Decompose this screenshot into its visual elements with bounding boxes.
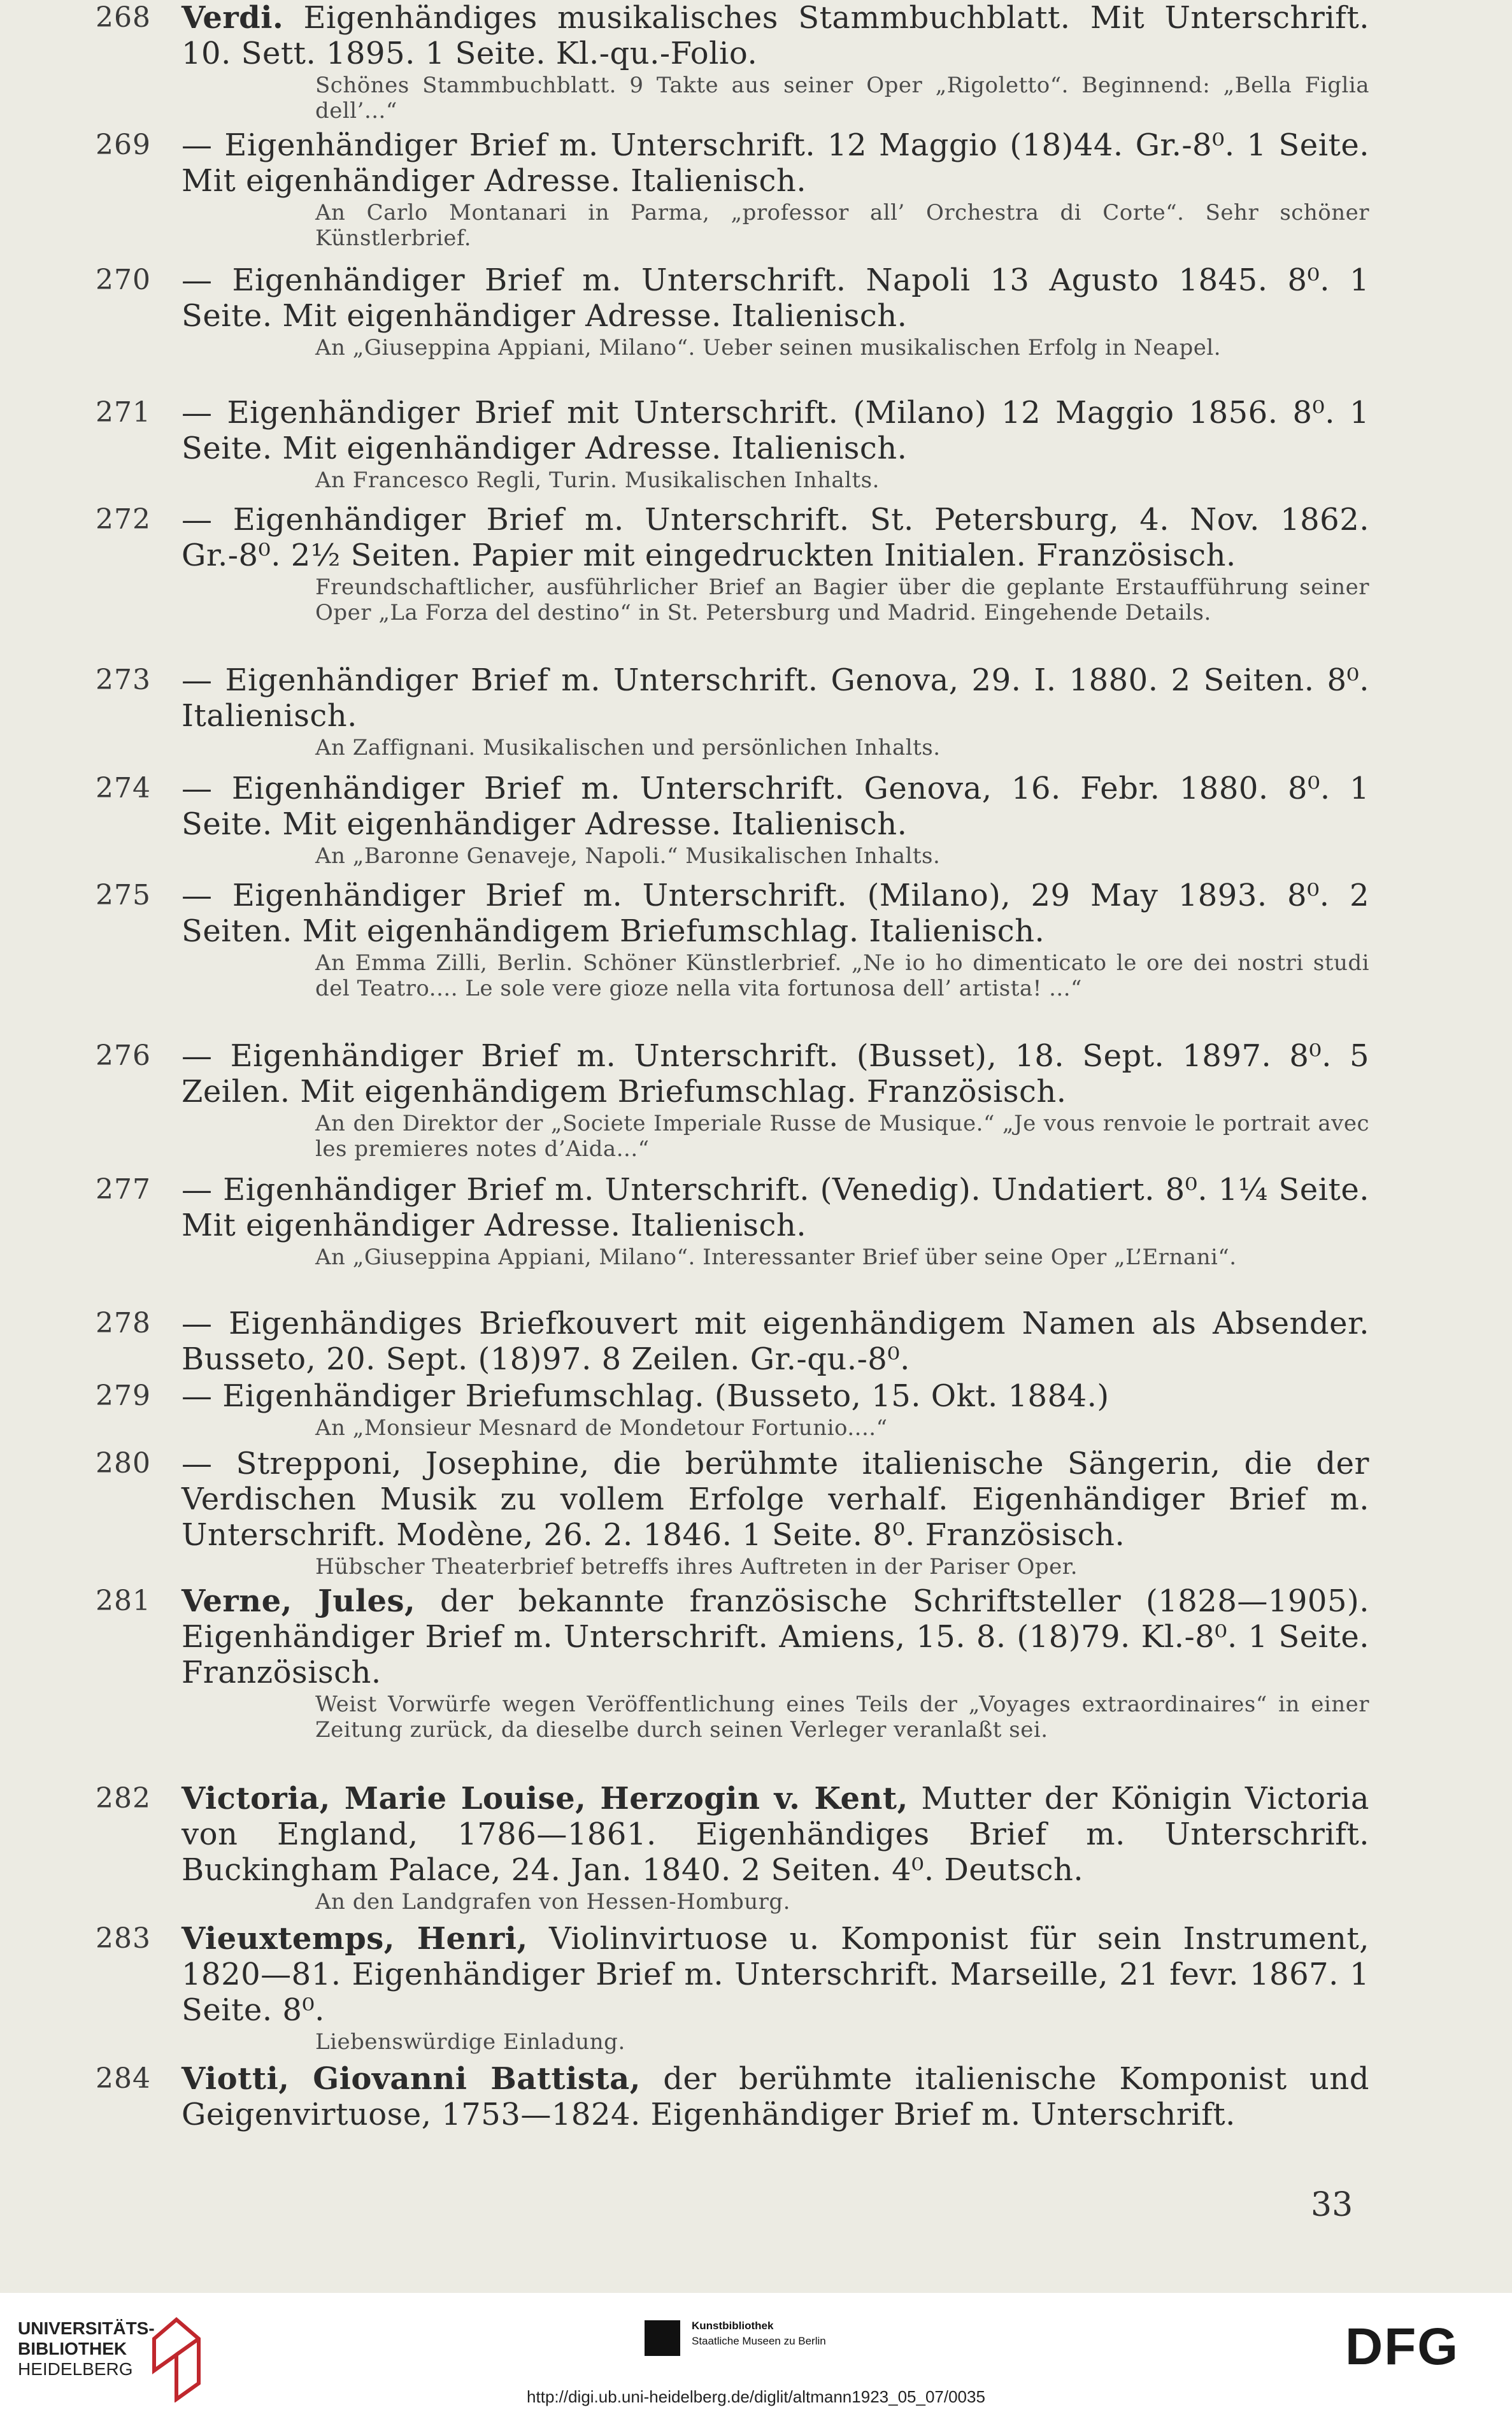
entry-text: — Eigenhändiger Brief m. Unterschrift. 12 Maggio (18)44. Gr.-8⁰. 1 Seite. Mit eigenhändiger Adresse. Italienisch.: [182, 127, 1369, 199]
entry-note: An „Giuseppina Appiani, Milano“. Ueber seinen musikalischen Erfolg in Neapel.: [315, 335, 1222, 360]
entry-text: der bekannte französische Schriftsteller (1828—1905). Eigenhändiger Brief m. Unterschrift. Amiens, 15. 8. (18)79. Kl.-8⁰. 1 Seite. Französisch.: [182, 1583, 1369, 1690]
entry-text: — Eigenhändiger Briefumschlag. (Busseto, 15. Okt. 1884.): [182, 1378, 1109, 1414]
entry-number: 273: [96, 664, 151, 696]
entry-text: — Eigenhändiger Brief m. Unterschrift. (Venedig). Undatiert. 8⁰. 1¼ Seite. Mit eigenhändiger Adresse. Italienisch.: [182, 1172, 1369, 1243]
entry-note: An den Direktor der „Societe Imperiale Russe de Musique.“ „Je vous renvoie le portrait avec les premieres notes d’Aida...“: [315, 1111, 1369, 1162]
dfg-logo: DFG: [1345, 2318, 1460, 2376]
entry-note: Freundschaftlicher, ausführlicher Brief an Bagier über die geplante Erstaufführung seiner Oper „La Forza del destino“ in St. Petersburg und Madrid. Eingehende Details.: [315, 574, 1369, 625]
catalog-entry: [96, 127, 1369, 251]
entry-number: 270: [96, 264, 151, 296]
entry-text: — Eigenhändiger Brief m. Unterschrift. Genova, 29. I. 1880. 2 Seiten. 8⁰. Italienisch.: [182, 662, 1369, 734]
catalog-entry: [96, 1378, 1369, 1441]
entry-text: Eigenhändiges musikalisches Stammbuchblatt. Mit Unterschrift. 10. Sett. 1895. 1 Seite. Kl.-qu.-Folio.: [182, 0, 1369, 71]
entry-note: An „Monsieur Mesnard de Mondetour Fortunio....“: [315, 1415, 888, 1441]
entry-text: — Eigenhändiger Brief m. Unterschrift. (Busset), 18. Sept. 1897. 8⁰. 5 Zeilen. Mit eigenhändigem Briefumschlag. Französisch.: [182, 1038, 1369, 1110]
entry-number: 272: [96, 503, 151, 536]
entry-number: 280: [96, 1447, 151, 1480]
catalog-entry: [96, 1583, 1369, 1743]
entry-note: An Zaffignani. Musikalischen und persönlichen Inhalts.: [315, 735, 941, 760]
entry-text: — Strepponi, Josephine, die berühmte italienische Sängerin, die der Verdischen Musik zu vollem Erfolge verhalf. Eigenhändiger Brief m. Unterschrift. Modène, 26. 2. 1846. 1 Seite. 8⁰. Französisch.: [182, 1446, 1369, 1553]
entry-number: 268: [96, 1, 151, 34]
entry-note: An „Baronne Genaveje, Napoli.“ Musikalischen Inhalts.: [315, 843, 941, 869]
entry-number: 277: [96, 1173, 151, 1206]
entry-note: An Carlo Montanari in Parma, „professor all’ Orchestra di Corte“. Sehr schöner Künstlerbrief.: [315, 200, 1369, 251]
entry-note: An Francesco Regli, Turin. Musikalischen Inhalts.: [315, 467, 880, 493]
entry-note: Weist Vorwürfe wegen Veröffentlichung eines Teils der „Voyages extraordinaires“ in einer Zeitung zurück, da dieselbe durch seinen Verleger veranlaßt sei.: [315, 1692, 1369, 1743]
entry-name: Verdi.: [182, 0, 284, 36]
entry-number: 271: [96, 396, 151, 429]
entry-note: Schönes Stammbuchblatt. 9 Takte aus seiner Oper „Rigoletto“. Beginnend: „Bella Figlia dell’...“: [315, 73, 1369, 124]
entry-name: Verne, Jules,: [182, 1583, 416, 1619]
page-number: 33: [1311, 2186, 1353, 2224]
entry-text: — Eigenhändiger Brief m. Unterschrift. Genova, 16. Febr. 1880. 8⁰. 1 Seite. Mit eigenhändiger Adresse. Italienisch.: [182, 771, 1369, 842]
entry-note: Liebenswürdige Einladung.: [315, 2029, 625, 2055]
catalog-entry: [96, 1446, 1369, 1580]
entry-name: Vieuxtemps, Henri,: [182, 1921, 528, 1957]
catalog-entry: [96, 0, 1369, 124]
entry-text: — Eigenhändiger Brief m. Unterschrift. St. Petersburg, 4. Nov. 1862. Gr.-8⁰. 2½ Seiten. Papier mit eingedruckten Initialen. Französisch.: [182, 502, 1369, 573]
entry-number: 281: [96, 1585, 151, 1617]
entry-text: — Eigenhändiger Brief m. Unterschrift. Napoli 13 Agusto 1845. 8⁰. 1 Seite. Mit eigenhändiger Adresse. Italienisch.: [182, 262, 1369, 334]
entry-number: 284: [96, 2062, 151, 2095]
entry-text: Violinvirtuose u. Komponist für sein Instrument, 1820—81. Eigenhändiger Brief m. Unterschrift. Marseille, 21 fevr. 1867. 1 Seite. 8⁰.: [182, 1921, 1370, 2028]
entry-text: — Eigenhändiges Briefkouvert mit eigenhändigem Namen als Absender. Busseto, 20. Sept. (18)97. 8 Zeilen. Gr.-qu.-8⁰.: [182, 1306, 1369, 1377]
entry-number: 274: [96, 772, 151, 804]
source-url[interactable]: http://digi.ub.uni-heidelberg.de/diglit/altmann1923_05_07/0035: [527, 2387, 985, 2406]
catalog-entry: [96, 1038, 1369, 1162]
entry-number: 269: [96, 129, 151, 161]
entry-name: Viotti, Giovanni Battista,: [182, 2061, 641, 2097]
entry-note: Hübscher Theaterbrief betreffs ihres Auftreten in der Pariser Oper.: [315, 1554, 1078, 1580]
ub-heidelberg-label: UNIVERSITÄTS- BIBLIOTHEK HEIDELBERG: [18, 2318, 155, 2379]
catalog-entry: [96, 502, 1369, 625]
catalog-entry: [96, 1306, 1369, 1377]
catalog-entry: [96, 878, 1369, 1001]
entry-number: 282: [96, 1782, 151, 1815]
entry-number: 276: [96, 1039, 151, 1072]
catalog-entry: [96, 1921, 1369, 2055]
entry-name: Victoria, Marie Louise, Herzogin v. Kent,: [182, 1781, 908, 1816]
entry-number: 283: [96, 1922, 151, 1955]
entry-text: — Eigenhändiger Brief mit Unterschrift. (Milano) 12 Maggio 1856. 8⁰. 1 Seite. Mit eigenhändiger Adresse. Italienisch.: [182, 395, 1369, 466]
entry-number: 279: [96, 1380, 151, 1412]
kunstbibliothek-label: Kunstbibliothek Staatliche Museen zu Berlin: [692, 2320, 826, 2347]
entry-note: An „Giuseppina Appiani, Milano“. Interessanter Brief über seine Oper „L’Ernani“.: [315, 1245, 1237, 1270]
entry-text: — Eigenhändiger Brief m. Unterschrift. (Milano), 29 May 1893. 8⁰. 2 Seiten. Mit eigenhändigem Briefumschlag. Italienisch.: [182, 878, 1369, 949]
catalog-entry: [96, 395, 1369, 493]
catalog-entry: [96, 1172, 1369, 1270]
catalog-entry: [96, 662, 1369, 760]
entry-text: Mutter der Königin Victoria von England, 1786—1861. Eigenhändiges Brief m. Unterschrift. Buckingham Palace, 24. Jan. 1840. 2 Seiten. 4⁰. Deutsch.: [182, 1781, 1370, 1888]
entry-note: An den Landgrafen von Hessen-Homburg.: [315, 1889, 790, 1915]
catalog-entry: [96, 262, 1369, 360]
entry-text: der berühmte italienische Komponist und Geigenvirtuose, 1753—1824. Eigenhändiger Brief m. Unterschrift.: [182, 2061, 1369, 2132]
entry-number: 278: [96, 1307, 151, 1339]
entry-note: An Emma Zilli, Berlin. Schöner Künstlerbrief. „Ne io ho dimenticato le ore dei nostri studi del Teatro.... Le sole vere gioze nella vita fortunosa dell’ artista! ...“: [315, 950, 1369, 1001]
entry-number: 275: [96, 879, 151, 911]
catalog-entry: [96, 2061, 1369, 2132]
kunstbibliothek-logo-icon: [645, 2320, 680, 2356]
catalog-entry: [96, 771, 1369, 869]
catalog-entry: [96, 1781, 1369, 1915]
